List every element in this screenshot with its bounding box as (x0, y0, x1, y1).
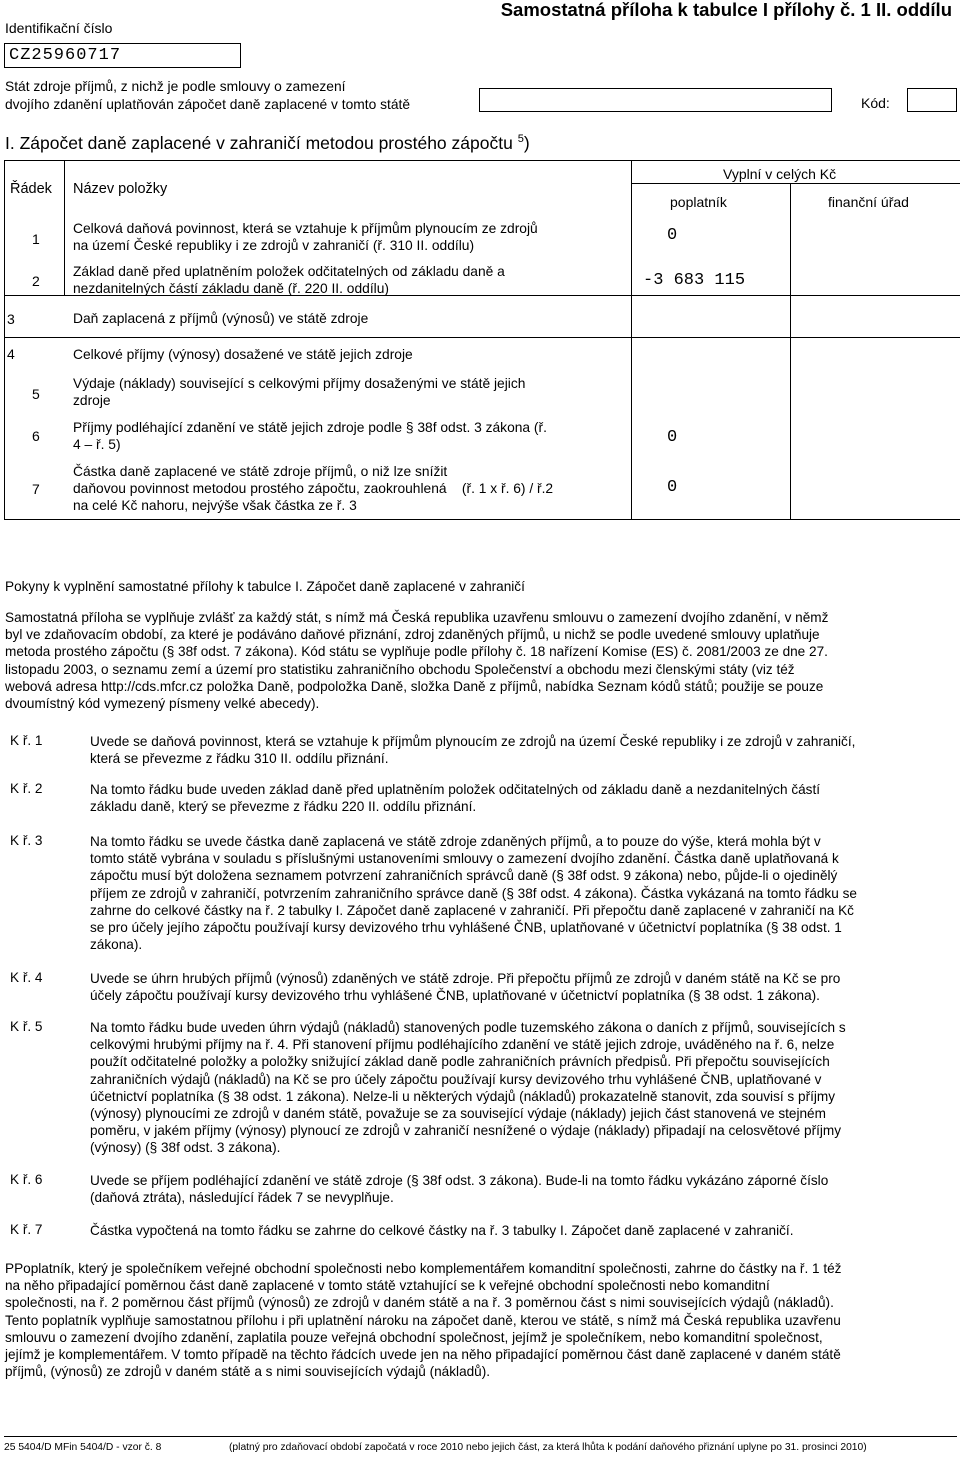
text-line: PPoplatník, který je společníkem veřejné obchodní společnosti nebo komplementářem komanditní společnosti, zahrne do částky na ř. 1 též (5, 1261, 842, 1276)
text-line: (výnosy) (§ 38f odst. 3 zákona). (90, 1140, 281, 1156)
row-number: 4 (7, 346, 15, 362)
id-label: Identifikační číslo (5, 20, 113, 36)
text-line: Uvede se příjem podléhající zdanění ve státě zdroje (§ 38f odst. 3 zákona). Bude-li na tomto řádku vykázáno záporné číslo (90, 1173, 829, 1188)
instructions-heading: Pokyny k vyplnění samostatné přílohy k tabulce I. Zápočet daně zaplacené v zahraničí (5, 579, 525, 594)
row-label-line: Částka daně zaplacené ve státě zdroje příjmů, o niž lze snížit (73, 464, 448, 479)
text-line: metoda prostého zápočtu (§ 38f odst. 7 zákona). Kód státu se vyplňuje podle přílohy č. 18 nařízení Komise (ES) č. 2081/2003 ze dne 27. (5, 644, 828, 660)
row-label-line: zdroje (73, 393, 111, 408)
text-line: zápočtu musí být doložena seznamem potvrzení zahraničních správců daně (§ 38f odst. 9 zákona) nebo, půjde-li o ojedinělý (90, 868, 838, 884)
state-label-line1: Stát zdroje příjmů, z nichž je podle smlouvy o zamezení (5, 79, 346, 94)
text-line: listopadu 2003, o seznamu zemí a území pro statistiku zahraničního obchodu Společenství a obchodu mezi členskými státy (viz též (5, 661, 795, 677)
text-line: zahrne do celkové částky na ř. 2 tabulky I. Zápočet daně zaplacené v zahraničí. Při přepočtu daně zaplacené v zahraničí na Kč (90, 902, 854, 918)
instruction-text (90, 833, 958, 953)
section-title-close: ) (523, 133, 530, 153)
text-line: Na tomto řádku bude uveden úhrn výdajů (nákladů) stanovených podle tuzemského zákona o daních z příjmů, souvisejících s (90, 1020, 846, 1035)
row-2-taxpayer-value[interactable]: -3 683 115 (643, 271, 746, 290)
text-line: na něho připadající poměrnou část daně zaplacené v tomto státě vztahující se k veřejné obchodní společnosti nebo komanditní (5, 1278, 770, 1294)
row-number: 7 (32, 481, 40, 497)
instruction-key: K ř. 6 (10, 1172, 43, 1187)
text-line: jejímž je komplementářem. V tomto případě na těchto řádcích uvede jen na něho připadající poměrnou část daně zaplacené v daném státě (5, 1347, 841, 1363)
text-line: použít odčitatelné položky a položky snižující základ daně podle zahraničních právních předpisů. Při přepočtu souvisejících (90, 1054, 830, 1070)
instruction-key: K ř. 3 (10, 833, 43, 848)
row-7-taxpayer-value[interactable]: 0 (667, 478, 678, 497)
page-title: Samostatná příloha k tabulce I přílohy č. 1 II. oddílu (500, 0, 952, 20)
row-number: 1 (32, 231, 40, 247)
text-line: Částka vypočtená na tomto řádku se zahrne do celkové částky na ř. 3 tabulky I. Zápočet daně zaplacené v zahraničí. (90, 1223, 794, 1238)
row-label-line: daňovou povinnost metodou prostého zápočtu, zaokrouhlená (ř. 1 x ř. 6) / ř.2 (73, 481, 554, 496)
text-line: Uvede se daňová povinnost, která se vztahuje k příjmům plynoucím ze zdrojů na území České republiky i ze zdrojů v zahraničí, (90, 734, 856, 749)
text-line: příjem ze zdrojů v zahraničí, potvrzením zahraničního správce daně (§ 38f odst. 4 zákona). Částka vykázaná na tomto řádku se (90, 885, 857, 901)
section-title (5, 133, 530, 154)
text-line: Uvede se úhrn hrubých příjmů (výnosů) zdaněných ve státě zdroje. Při přepočtu příjmů ze zdrojů v daném státě na Kč se pro (90, 971, 841, 986)
row-label-line: Celková daňová povinnost, která se vztahuje k příjmům plynoucím ze zdrojů (73, 221, 538, 236)
instructions-intro (5, 609, 957, 712)
instruction-text (90, 1222, 958, 1239)
text-line: zákona). (90, 937, 143, 953)
footer-validity: (platný pro zdaňovací období započatá v roce 2010 nebo jejich část, za která lhůta k podání daňového přiznání uplyne po 31. prosinci 2010) (229, 1442, 867, 1453)
text-line: tomto státě vybrána v souladu s příslušnými ustanoveními smlouvy o zamezení dvojího zdanění. Částka daně uplatňovaná k (90, 851, 839, 867)
instruction-key: K ř. 1 (10, 733, 43, 748)
id-field[interactable]: CZ25960717 (4, 43, 241, 68)
row-number: 6 (32, 428, 40, 444)
row-1-taxpayer-value[interactable]: 0 (667, 226, 678, 245)
instruction-text (90, 781, 958, 815)
text-line: základu daně, který se převezme z řádku 220 II. oddílu přiznání. (90, 799, 477, 815)
row-label-line: Výdaje (náklady) související s celkovými příjmy dosaženými ve státě jejich (73, 376, 526, 391)
row-number: 3 (7, 311, 15, 327)
text-line: dvoumístný kód vymezený písmeny velké abecedy). (5, 696, 320, 712)
state-field[interactable] (479, 88, 832, 112)
footer-form-id: 25 5404/D MFin 5404/D - vzor č. 8 (4, 1442, 162, 1453)
instruction-key: K ř. 2 (10, 781, 43, 796)
fill-header-divider (631, 183, 960, 184)
instruction-text (90, 1019, 958, 1157)
text-line: Na tomto řádku bude uveden základ daně před uplatněním položek odčitatelných od základu daně a nezdanitelných částí (90, 782, 821, 797)
row-label-line: Základ daně před uplatněním položek odčitatelných od základu daně a (73, 264, 505, 279)
text-line: příjmů, (výnosů) ze zdrojů v daném státě a s nimi souvisejících výdajů (nákladů). (5, 1364, 491, 1380)
footer-divider (4, 1436, 957, 1437)
code-field[interactable] (907, 88, 957, 112)
instruction-key: K ř. 4 (10, 970, 43, 985)
col-divider-row (64, 160, 65, 295)
col-divider-office (790, 183, 791, 520)
row-label-line: Příjmy podléhající zdanění ve státě jejich zdroje podle § 38f odst. 3 zákona (ř. (73, 420, 547, 435)
col-header-taxpayer: poplatník (670, 194, 727, 210)
row-label-line: 4 – ř. 5) (73, 437, 121, 452)
text-line: (daňová ztráta), následující řádek 7 se nevyplňuje. (90, 1190, 394, 1206)
text-line: která se převezme z řádku 310 II. oddílu přiznání. (90, 751, 389, 767)
instruction-text (90, 970, 958, 1004)
section-footnote-mark: 5 (517, 133, 524, 146)
text-line: smlouvu o zamezení dvojího zdanění, zaplatila pouze veřejná obchodní společnost, jejímž je společníkem, nebo komanditní společnost, (5, 1329, 823, 1345)
text-line: účely zápočtu používají kursy devizového trhu vyhlášené ČNB, uplatňované v účetnictví poplatníka (§ 38 odst. 1 zákona). (90, 988, 820, 1004)
row-label-line: nezdanitelných částí základu daně (ř. 220 II. oddílu) (73, 281, 389, 296)
instruction-key: K ř. 7 (10, 1222, 43, 1237)
instruction-text (90, 1172, 958, 1206)
text-line: se pro účely jejího zápočtu používají kursy devizového trhu vyhlášené ČNB, uplatňované v účetnictví poplatníka (§ 38 odst. 1 (90, 920, 842, 936)
text-line: byl ve zdaňovacím období, za které je podáváno daňové přiznání, zdroj zdaněných příjmů, u nichž se podle uvedené smlouvy uplatňuje (5, 627, 820, 643)
text-line: poměru, v jakém příjmy (výnosy) plynoucí ze zdrojů v zahraničí nesnížené o výdaje (náklady) připadají na celosvětové příjmy (90, 1123, 842, 1139)
footer (4, 1442, 957, 1453)
col-header-office: finanční úřad (828, 194, 909, 210)
text-line: zahraničních výdajů (nákladů) na Kč se pro účely zápočtu používají kursy devizového trhu vyhlášené ČNB, uplatňované v (90, 1071, 822, 1087)
row-number: 5 (32, 386, 40, 402)
row-6-taxpayer-value[interactable]: 0 (667, 428, 678, 447)
instruction-text (90, 733, 958, 767)
partner-note (5, 1260, 957, 1380)
row-label-line: Celkové příjmy (výnosy) dosažené ve státě jejich zdroje (73, 347, 413, 362)
section-title-text: I. Zápočet daně zaplacené v zahraničí metodou prostého zápočtu (5, 133, 513, 153)
text-line: účetnictví poplatníka (§ 38 odst. 1 zákona). Nelze-li u některých výdajů (nákladů) prokazatelně stanovit, zda souvisí s příjmy (90, 1088, 836, 1104)
col-header-row: Řádek (10, 181, 52, 197)
text-line: webová adresa http://cds.mfcr.cz položka Daně, podpoložka Daně, složka Daně z příjmů, nabídka Seznam kódů států; použije se pouze (5, 678, 824, 694)
table-row-divider-3 (4, 337, 960, 338)
text-line: Samostatná příloha se vyplňuje zvlášť za každý stát, s nímž má Česká republika uzavřenu smlouvu o zamezení dvojího zdanění, v němž (5, 610, 829, 625)
text-line: společnosti, na ř. 2 poměrnou část příjmů (výnosů) ze zdrojů v daném státě a na ř. 3 poměrnou část s nimi souvisejících výdajů (nákladů). (5, 1295, 834, 1311)
text-line: (výnosy) plynoucími ze zdrojů v daném státě, považuje se za související výdaje (náklady) jejich část stanovená ve stejném (90, 1106, 826, 1122)
row-label-line: Daň zaplacená z příjmů (výnosů) ve státě zdroje (73, 311, 369, 326)
text-line: Na tomto řádku se uvede částka daně zaplacená ve státě zdroje zdaněných příjmů, a to pouze do výše, která mohla být v (90, 834, 821, 849)
row-number: 2 (32, 273, 40, 289)
col-header-name: Název položky (73, 181, 168, 197)
text-line: Tento poplatník vyplňuje samostatnou přílohu i při uplatnění nároku na zápočet daně, kterou ve státě, s nímž má Česká republika uzavřenu (5, 1312, 841, 1328)
row-label-line: na území České republiky i ze zdrojů v zahraničí (ř. 310 II. oddílu) (73, 238, 475, 253)
state-label-line2: dvojího zdanění uplatňován zápočet daně zaplacené v tomto státě (5, 97, 410, 112)
instruction-key: K ř. 5 (10, 1019, 43, 1034)
code-label: Kód: (861, 95, 890, 111)
row-label-line: na celé Kč nahoru, nejvýše však částka ze ř. 3 (73, 498, 357, 513)
fill-header: Vyplní v celých Kč (723, 166, 837, 182)
col-divider-taxpayer (631, 160, 632, 520)
text-line: celkovými hrubými příjmy na ř. 4. Při stanovení příjmu podléhajícího zdanění ve státě jejich zdroje, uváděného na ř. 6, nelze (90, 1037, 835, 1053)
